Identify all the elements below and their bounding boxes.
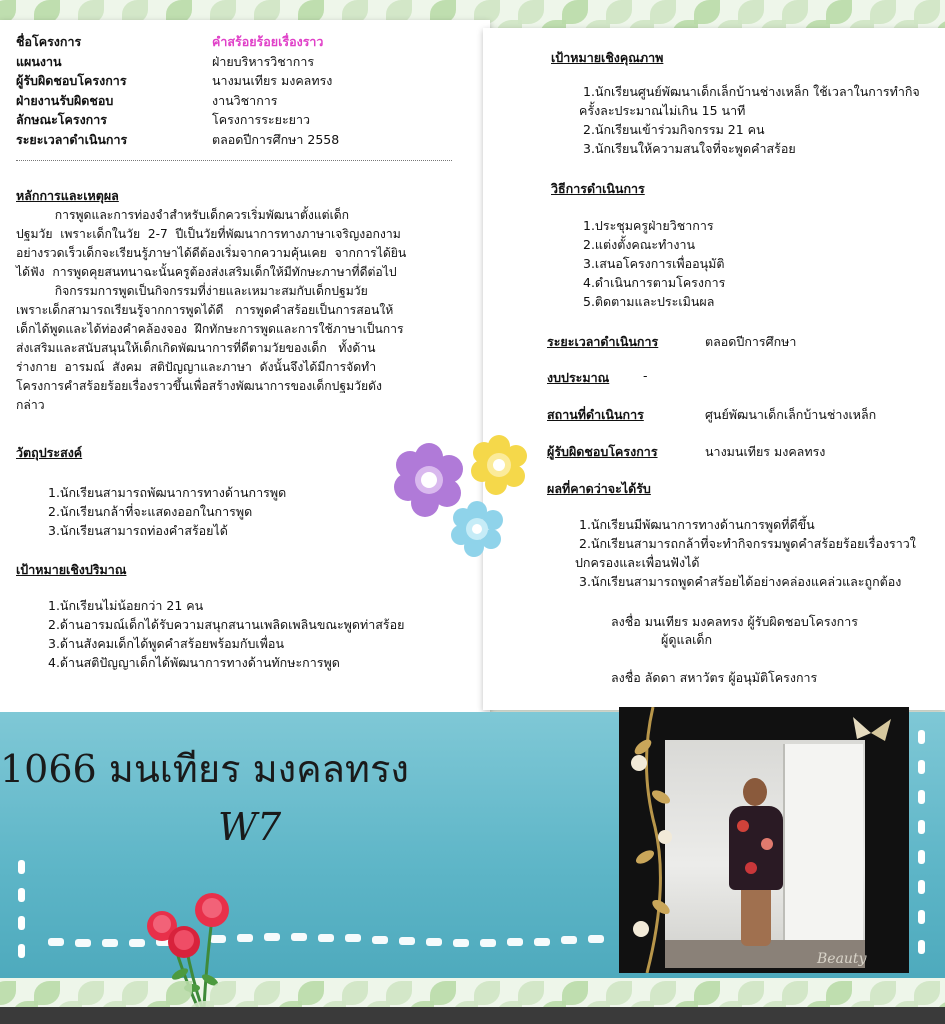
- method-item: 3.เสนอโครงการเพื่ออนุมัติ: [583, 256, 725, 271]
- info-label: แผนงาน: [16, 53, 62, 69]
- expected-result-item: 2.นักเรียนสามารถกล้าที่จะทำกิจกรรมพูดคำสร้อยร้อยเรื่องราวใ: [579, 536, 916, 551]
- info-label: ผู้รับผิดชอบโครงการ: [16, 73, 127, 88]
- rationale-line: ร่างกาย อารมณ์ สังคม สติปัญญาและภาษา ดังนั้นจึงได้มีการจัดทำ: [16, 360, 377, 374]
- rationale-line: การพูดและการท่องจำสำหรับเด็กควรเริ่มพัฒนาตั้งแต่เด็ก: [16, 208, 350, 222]
- rationale-line: กิจกรรมการพูดเป็นกิจกรรมที่ง่ายและเหมาะสมกับเด็กปฐมวัย: [16, 284, 368, 298]
- info-label: ระยะเวลาดำเนินการ: [16, 131, 128, 147]
- info-value: งานวิชาการ: [212, 92, 278, 108]
- info-value: ตลอดปีการศึกษา 2558: [212, 131, 340, 147]
- quantity-goal-item: 4.ด้านสติปัญญาเด็กได้พัฒนาการทางด้านทักษะการพูด: [48, 655, 340, 670]
- quality-goal-item: 3.นักเรียนให้ความสนใจที่จะพูดคำสร้อย: [583, 141, 796, 156]
- portrait-photo-frame: [619, 707, 909, 973]
- methods-list: [583, 216, 725, 311]
- golden-vine-icon: [625, 707, 673, 973]
- quality-goal-item: ครั้งละประมาณไม่เกิน 15 นาที: [579, 103, 746, 118]
- quality-goals-heading: เป้าหมายเชิงคุณภาพ: [551, 50, 664, 65]
- expected-results-list: [575, 515, 916, 591]
- quantity-goals-heading: เป้าหมายเชิงปริมาณ: [16, 562, 127, 577]
- rationale-line: เด็กได้พูดและได้ท่องคำคล้องจอง ฝึกทักษะการพูดและการใช้ภาษาเป็นการ: [16, 322, 404, 336]
- quantity-goal-item: 2.ด้านอารมณ์เด็กได้รับความสนุกสนานเพลิดเพลินขณะพูดท่าสร้อย: [48, 617, 405, 632]
- dotted-divider: [16, 160, 452, 161]
- info-label: ฝ่ายงานรับผิดชอบ: [16, 92, 114, 108]
- objective-item: 2.นักเรียนกล้าที่จะแสดงออกในการพูด: [48, 504, 253, 519]
- rationale-line: ได้ฟัง การพูดคุยสนทนาฉะนั้นครูต้องส่งเสริมเด็กให้มีทักษะภาษาที่ดีต่อไป: [16, 265, 397, 279]
- info-value: ฝ่ายบริหารวิชาการ: [212, 53, 315, 69]
- rationale-heading: หลักการและเหตุผล: [16, 188, 119, 203]
- project-detail-row: [547, 368, 648, 388]
- project-detail-row: [547, 405, 877, 425]
- objectives-list: [48, 483, 286, 540]
- project-detail-row: [547, 332, 797, 352]
- caption-name: 1066 มนเทียร มงคลทรง: [0, 747, 409, 791]
- detail-value: นางมนเทียร มงคลทรง: [705, 444, 826, 459]
- rationale-line: เพราะเด็กสามารถเรียนรู้จากการพูดได้ดี การพูดคำสร้อยเป็นการสอนให้: [16, 303, 394, 317]
- rationale-text: [16, 206, 456, 415]
- right-document-page: [483, 28, 945, 710]
- project-name: คำสร้อยร้อยเรื่องราว: [212, 34, 324, 49]
- butterfly-icon: [847, 713, 895, 753]
- yellow-flower-icon: [469, 435, 529, 495]
- quality-goal-item: 1.นักเรียนศูนย์พัฒนาเด็กเล็กบ้านช่างเหล็ก ใช้เวลาในการทำกิจ: [583, 84, 920, 99]
- objectives-heading: วัตถุประสงค์: [16, 445, 83, 460]
- method-item: 5.ติดตามและประเมินผล: [583, 294, 715, 309]
- signature-responsible-role: ผู้ดูแลเด็ก: [661, 632, 713, 647]
- expected-result-item: 3.นักเรียนสามารถพูดคำสร้อยได้อย่างคล่องแคล่วและถูกต้อง: [579, 574, 902, 589]
- rationale-line: ปฐมวัย เพราะเด็กในวัย 2-7 ปีเป็นวัยที่พัฒนาการทางภาษาเจริญงอกงาม: [16, 227, 401, 241]
- quantity-goal-item: 3.ด้านสังคมเด็กได้พูดคำสร้อยพร้อมกับเพื่อน: [48, 636, 284, 651]
- expected-results-heading: ผลที่คาดว่าจะได้รับ: [547, 481, 651, 496]
- quality-goal-item: 2.นักเรียนเข้าร่วมกิจกรรม 21 คน: [583, 122, 765, 137]
- quality-goals-list: [579, 82, 920, 158]
- project-detail-row: [547, 442, 826, 462]
- cyan-flower-icon: [449, 501, 505, 557]
- detail-value: ศูนย์พัฒนาเด็กเล็กบ้านช่างเหล็ก: [705, 407, 877, 422]
- info-value: นางมนเทียร มงคลทรง: [212, 73, 333, 88]
- rationale-line: โครงการคำสร้อยร้อยเรื่องราวขึ้นเพื่อสร้างพัฒนาการของเด็กปฐมวัยดัง: [16, 379, 382, 393]
- signature-responsible: ลงชื่อ มนเทียร มงคลทรง ผู้รับผิดชอบโครงการ: [611, 614, 858, 629]
- detail-value: -: [643, 368, 648, 383]
- rationale-line: ส่งเสริมและสนับสนุนให้เด็กเกิดพัฒนาการที่ดีตามวัยของเด็ก ทั้งด้าน: [16, 341, 376, 355]
- detail-key: สถานที่ดำเนินการ: [547, 407, 644, 422]
- detail-key: ระยะเวลาดำเนินการ: [547, 334, 659, 349]
- expected-result-item: 1.นักเรียนมีพัฒนาการทางด้านการพูดที่ดีขึ้น: [579, 517, 815, 532]
- left-document-page: [0, 20, 490, 716]
- portrait-photo: [665, 740, 865, 968]
- expected-result-item: ปกครองและเพื่อนฟังได้: [575, 555, 700, 570]
- info-value: โครงการระยะยาว: [212, 112, 311, 127]
- detail-key: งบประมาณ: [547, 370, 610, 385]
- objective-item: 3.นักเรียนสามารถท่องคำสร้อยได้: [48, 523, 228, 538]
- bottom-dark-strip: [0, 1007, 945, 1024]
- method-item: 1.ประชุมครูฝ่ายวิชาการ: [583, 218, 714, 233]
- detail-value: ตลอดปีการศึกษา: [705, 334, 797, 349]
- objective-item: 1.นักเรียนสามารถพัฒนาการทางด้านการพูด: [48, 485, 287, 500]
- quantity-goal-item: 1.นักเรียนไม่น้อยกว่า 21 คน: [48, 598, 204, 613]
- caption-code: W7: [218, 805, 282, 849]
- photo-watermark: Beauty: [817, 951, 867, 967]
- method-item: 2.แต่งตั้งคณะทำงาน: [583, 237, 696, 252]
- info-label: ลักษณะโครงการ: [16, 112, 107, 127]
- method-item: 4.ดำเนินการตามโครงการ: [583, 275, 726, 290]
- signature-approver: ลงชื่อ ลัดดา สหาวัตร ผู้อนุมัติโครงการ: [611, 670, 818, 685]
- methods-heading: วิธีการดำเนินการ: [551, 181, 645, 196]
- detail-key: ผู้รับผิดชอบโครงการ: [547, 444, 658, 459]
- rationale-line: กล่าว: [16, 398, 45, 412]
- info-label: ชื่อโครงการ: [16, 34, 82, 49]
- rationale-line: อย่างรวดเร็วเด็กจะเรียนรู้ภาษาได้ดีต้องเริ่มจากความคุ้นเคย จากการได้ยิน: [16, 246, 407, 260]
- person-figure: [743, 778, 767, 806]
- quantity-goals-list: [48, 596, 404, 672]
